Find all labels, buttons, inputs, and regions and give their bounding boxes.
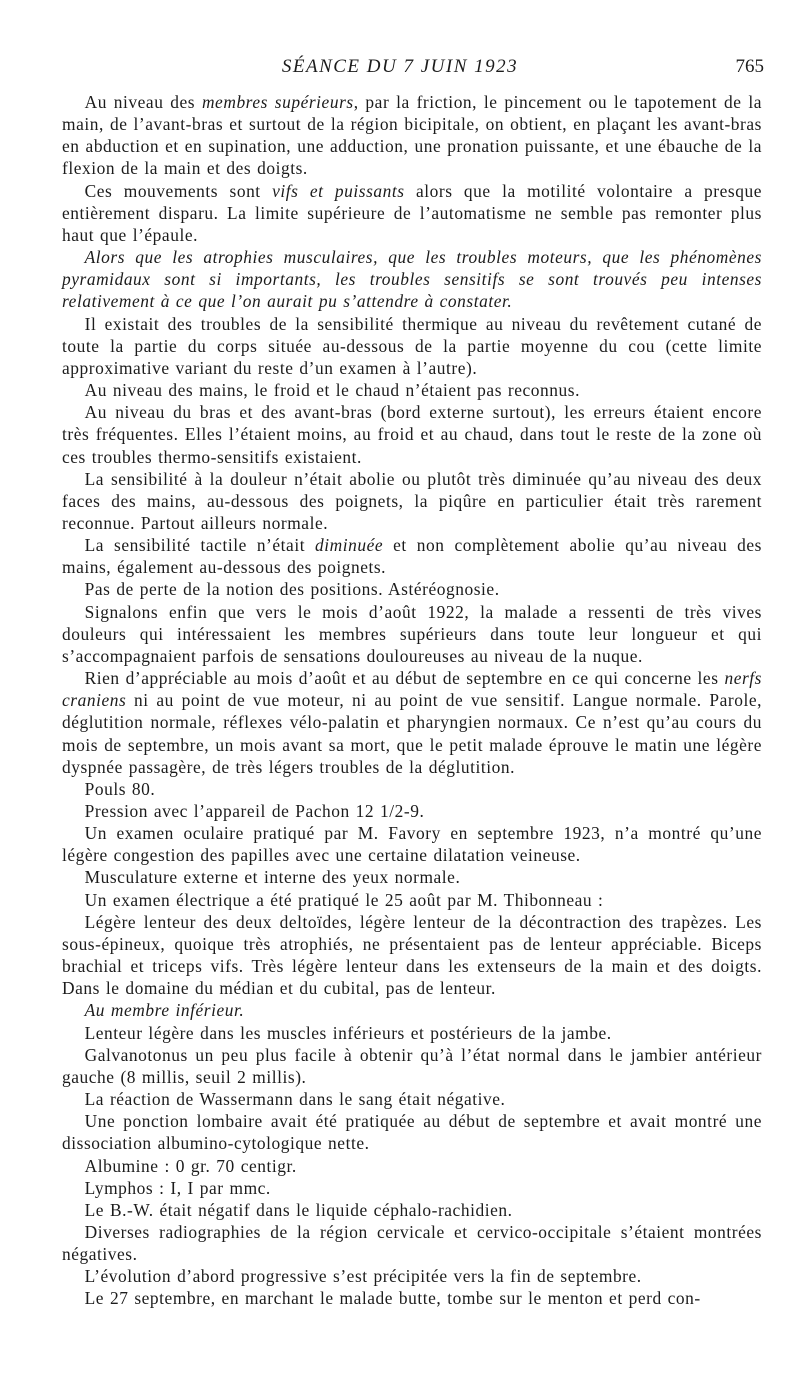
running-head — [0, 52, 800, 82]
paragraph-p23 — [62, 1155, 762, 1177]
text-run: Rien d’appréciable au mois d’août et au début de septembre en ce qui concerne les — [84, 668, 725, 689]
italic-text: membres supérieurs — [201, 92, 354, 112]
paragraph-p27 — [62, 1265, 762, 1287]
text-run: Au niveau du bras et des avant-bras (bord externe surtout), les erreurs étaient encore très fréquentes. Elles l’étaient moins, au froid et au chaud, dans tout le reste de la zone où ces troubles thermo-sensitifs existaient. — [62, 402, 762, 467]
text-run: Une ponction lombaire avait été pratiquée au début de septembre et avait montré une dissociation albumino-cytologique nette. — [62, 1111, 762, 1154]
text-run: La sensibilité tactile n’était — [84, 535, 316, 556]
paragraph-p12 — [62, 778, 762, 800]
text-run: ni au point de vue moteur, ni au point de vue sensitif. Langue normale. Parole, déglutition normale, réflexes vélo-palatin et pharyngien normaux. Ce n’est qu’au cours du mois de septembre, un mois avant sa mort, que le petit malade éprouve le matin une légère dyspnée passagère, de très légers troubles de la déglutition. — [62, 690, 762, 777]
text-run: Lymphos : I, I par mmc. — [84, 1177, 271, 1198]
text-run: Ces mouvements sont — [84, 180, 273, 201]
paragraph-p3 — [62, 246, 762, 312]
paragraph-p17 — [62, 911, 762, 1000]
paragraph-p24 — [62, 1177, 762, 1199]
paragraph-p19 — [62, 1022, 762, 1044]
paragraph-p5 — [62, 379, 762, 401]
text-run: Pression avec l’appareil de Pachon 12 1/2-9. — [84, 801, 425, 821]
italic-text: Au membre inférieur. — [84, 1000, 245, 1021]
paragraph-p25 — [62, 1199, 762, 1221]
text-run: Signalons enfin que vers le mois d’août 1922, la malade a ressenti de très vives douleurs qui intéressaient les membres supérieurs dans toute leur longueur et qui s’accompagnaient parfois de sensations douloureuses au niveau de la nuque. — [62, 601, 762, 666]
italic-text: Alors que les atrophies musculaires, que les troubles moteurs, que les phénomènes pyramidaux sont si importants, les troubles sensitifs se sont trouvés peu intenses relativement à ce que l’on aurait pu s’attendre à constater. — [62, 247, 762, 312]
text-run: Au niveau des — [84, 92, 202, 112]
paragraph-p1 — [62, 91, 762, 180]
text-run: Il existait des troubles de la sensibilité thermique au niveau du revêtement cutané de toute la partie du corps située au-dessous de la partie moyenne du cou (cette limite approximative variant du reste d’un examen à l’autre). — [62, 313, 762, 378]
text-run: , par la friction, le pincement ou le tapotement de la main, de l’avant-bras et surtout de la région bicipitale, on obtient, en plaçant les avant-bras en abduction et en supination, une adduction, une pronation puissante, et une ébauche de la flexion de la main et des doigts. — [62, 92, 762, 179]
page-number: 765 — [735, 56, 764, 77]
text-run: Le B.-W. était négatif dans le liquide céphalo-rachidien. — [84, 1199, 513, 1220]
text-run: Légère lenteur des deux deltoïdes, légère lenteur de la décontraction des trapèzes. Les sous-épineux, quoique très atrophiés, ne présentaient pas de lenteur appréciable. Biceps brachial et triceps vifs. Très légère lenteur dans les extenseurs de la main et des doigts. Dans le domaine du médian et du cubital, pas de lenteur. — [62, 911, 762, 999]
text-run: Pouls 80. — [84, 778, 156, 799]
text-run: Pas de perte de la notion des positions. Astéréognosie. — [84, 579, 500, 600]
paragraph-p9 — [62, 578, 762, 600]
paragraph-p14 — [62, 822, 762, 866]
paragraph-p26 — [62, 1221, 762, 1265]
paragraph-p28 — [62, 1287, 762, 1309]
paragraph-p16 — [62, 889, 762, 911]
paragraph-p21 — [62, 1088, 762, 1110]
paragraph-p13 — [62, 800, 762, 822]
text-run: L’évolution d’abord progressive s’est précipitée vers la fin de septembre. — [84, 1266, 642, 1287]
paragraph-p22 — [62, 1110, 762, 1154]
paragraph-p20 — [62, 1044, 762, 1088]
paragraph-p2 — [62, 180, 762, 246]
text-run: Musculature externe et interne des yeux normale. — [84, 867, 461, 888]
text-run: Au niveau des mains, le froid et le chaud n’étaient pas reconnus. — [84, 380, 580, 401]
text-run: Diverses radiographies de la région cervicale et cervico-occipitale s’étaient montrées négatives. — [62, 1221, 762, 1265]
paragraph-p11 — [62, 667, 762, 778]
paragraph-p8 — [62, 534, 762, 578]
italic-text: vifs et puissants — [272, 180, 405, 201]
paragraph-p18 — [62, 999, 762, 1021]
text-run: Galvanotonus un peu plus facile à obtenir qu’à l’état normal dans le jambier antérieur gauche (8 millis, seuil 2 millis). — [62, 1044, 762, 1087]
paragraph-p10 — [62, 601, 762, 667]
text-run: Lenteur légère dans les muscles inférieurs et postérieurs de la jambe. — [84, 1022, 612, 1043]
article-body — [62, 91, 762, 1310]
paragraph-p7 — [62, 468, 762, 534]
text-run: et non complètement abolie qu’au niveau des mains, également au-dessous des poignets. — [62, 535, 762, 578]
paragraph-p15 — [62, 866, 762, 888]
text-run: Un examen oculaire pratiqué par M. Favory en septembre 1923, n’a montré qu’une légère congestion des papilles avec une certaine dilatation veineuse. — [62, 823, 762, 866]
text-run: La réaction de Wassermann dans le sang était négative. — [84, 1089, 506, 1110]
text-run: Un examen électrique a été pratiqué le 25 août par M. Thibonneau : — [84, 889, 604, 910]
running-title: SÉANCE DU 7 JUIN 1923 — [281, 56, 519, 77]
paragraph-p4 — [62, 313, 762, 379]
text-run: Albumine : 0 gr. 70 centigr. — [84, 1155, 297, 1176]
paragraph-p6 — [62, 401, 762, 467]
italic-text: nerfs craniens — [62, 668, 762, 711]
text-run: La sensibilité à la douleur n’était abolie ou plutôt très diminuée qu’au niveau des deux faces des mains, au-dessous des poignets, la piqûre en particulier était très rarement reconnue. Partout ailleurs normale. — [62, 468, 762, 533]
italic-text: diminuée — [315, 535, 384, 556]
text-run: Le 27 septembre, en marchant le malade butte, tombe sur le menton et perd con- — [84, 1288, 701, 1309]
text-run: alors que la motilité volontaire a presque entièrement disparu. La limite supérieure de l’automatisme ne semble pas remonter plus haut que l’épaule. — [62, 180, 762, 245]
